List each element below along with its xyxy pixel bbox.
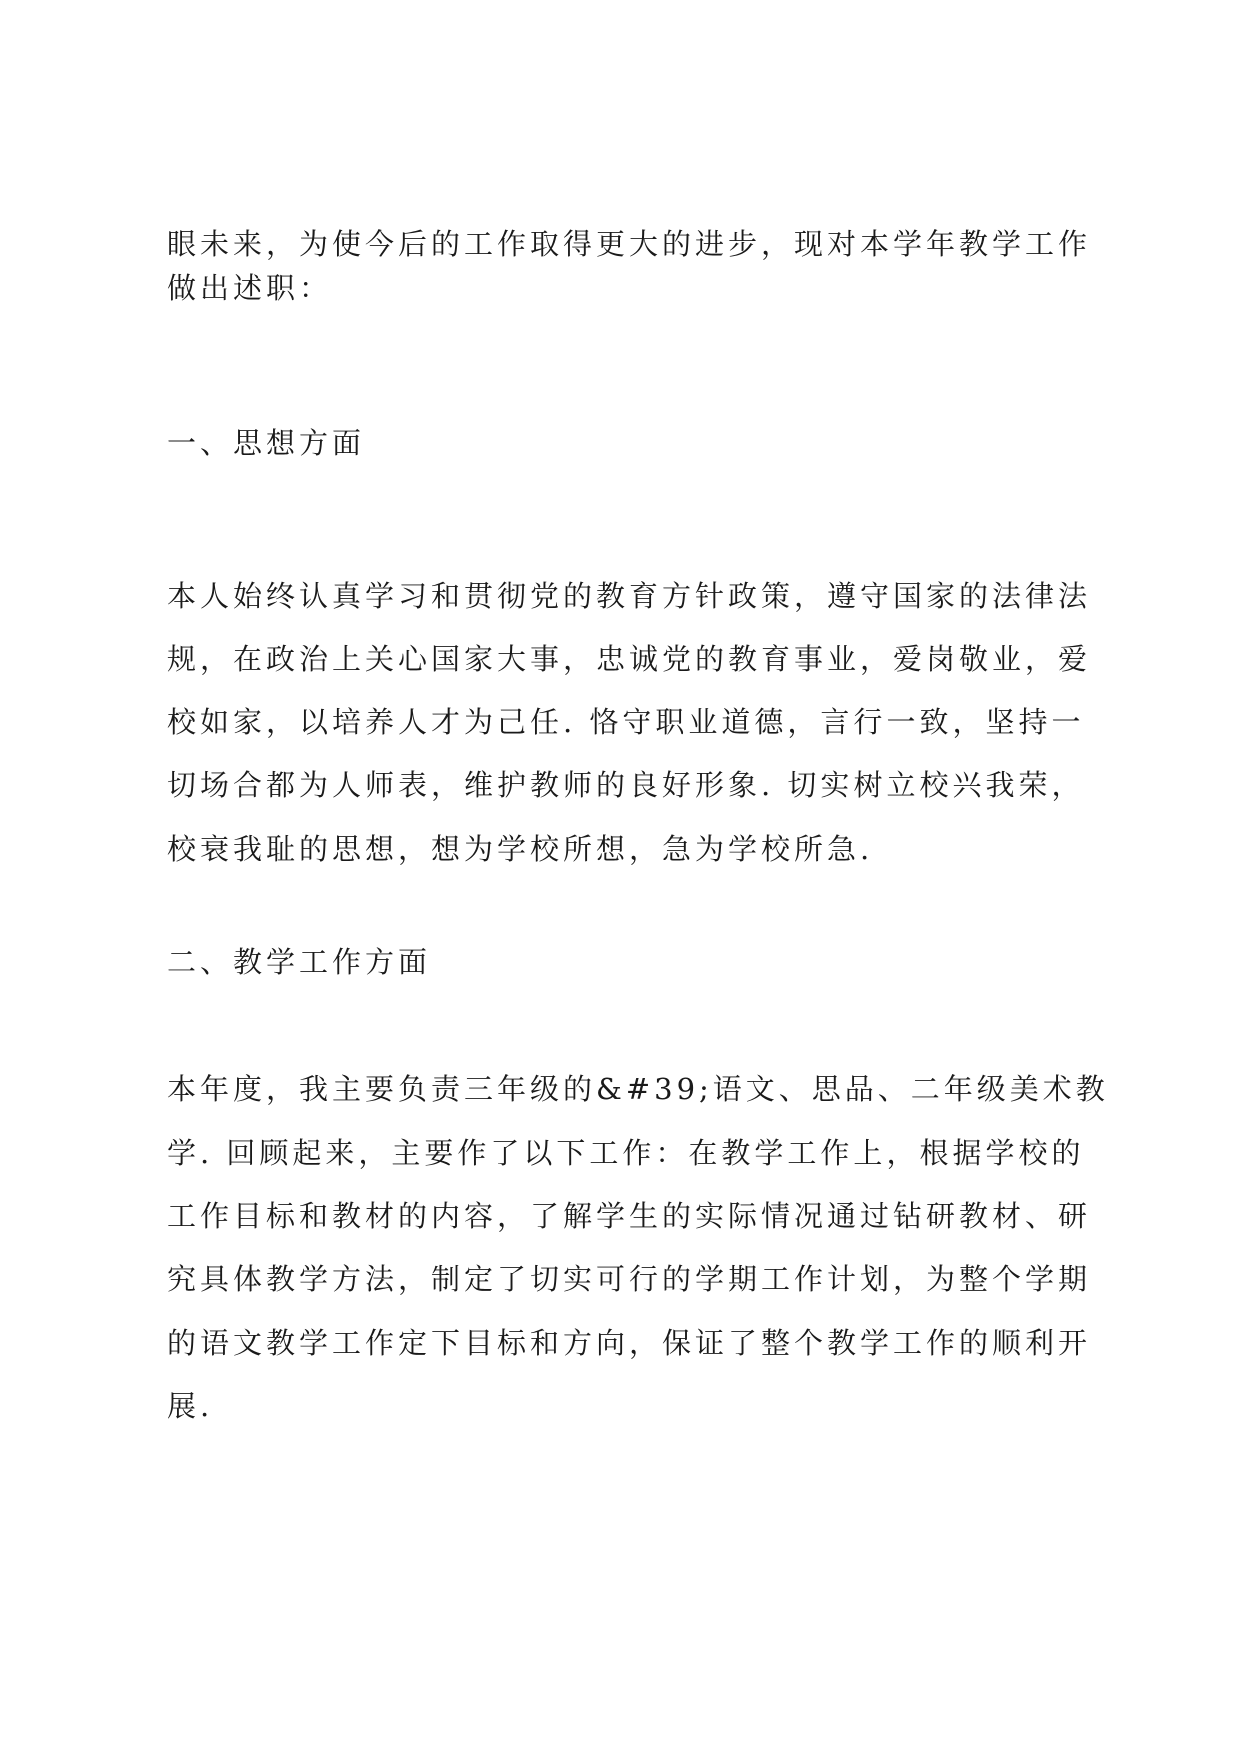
section-1-line-2: 规，在政治上关心国家大事，忠诚党的教育事业，爱岗敬业，爱 xyxy=(167,642,1092,676)
section-2-line-6: 展. xyxy=(167,1389,214,1423)
section-2-line-4: 究具体教学方法，制定了切实可行的学期工作计划，为整个学期 xyxy=(167,1262,1092,1296)
section-2-line-2: 学. 回顾起来，主要作了以下工作：在教学工作上，根据学校的 xyxy=(167,1136,1085,1170)
section-1-line-5: 校衰我耻的思想，想为学校所想，急为学校所急. xyxy=(167,832,874,866)
section-2-line-5: 的语文教学工作定下目标和方向，保证了整个教学工作的顺利开 xyxy=(167,1326,1092,1360)
intro-line-1: 眼未来，为使今后的工作取得更大的进步，现对本学年教学工作 xyxy=(167,227,1092,261)
section-2-line-3: 工作目标和教材的内容，了解学生的实际情况通过钻研教材、研 xyxy=(167,1199,1092,1233)
intro-line-2: 做出述职： xyxy=(167,271,333,305)
section-1-line-1: 本人始终认真学习和贯彻党的教育方针政策，遵守国家的法律法 xyxy=(167,579,1092,613)
section-2-heading: 二、教学工作方面 xyxy=(167,945,432,979)
section-2-line-1: 本年度，我主要负责三年级的&#39;语文、思品、二年级美术教 xyxy=(167,1072,1109,1106)
section-1-line-4: 切场合都为人师表，维护教师的良好形象. 切实树立校兴我荣， xyxy=(167,768,1085,802)
section-1-line-3: 校如家，以培养人才为己任. 恪守职业道德，言行一致，坚持一 xyxy=(167,705,1085,739)
section-1-heading: 一、思想方面 xyxy=(167,426,366,460)
